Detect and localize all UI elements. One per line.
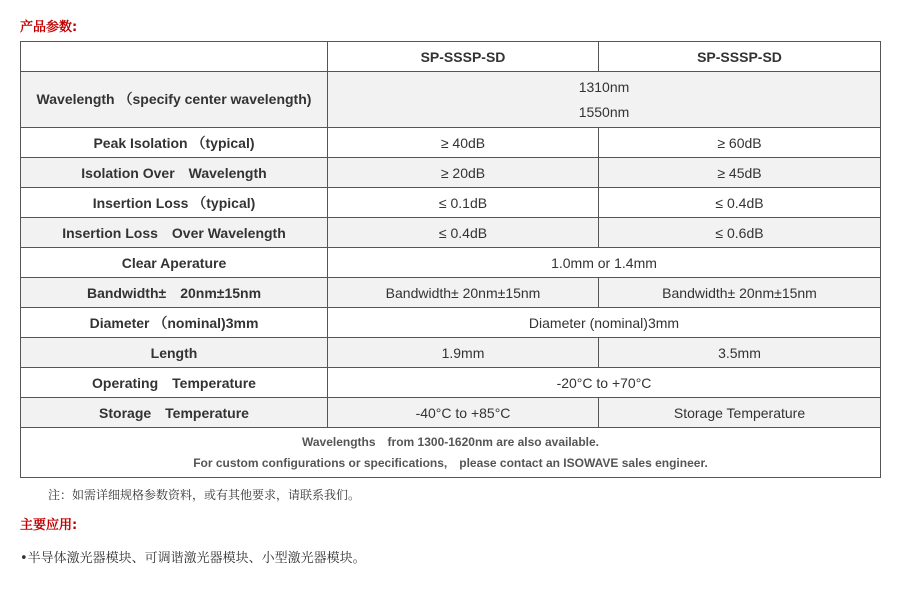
row-label: Wavelength （specify center wavelength) xyxy=(21,72,328,128)
wavelength-value-2: 1550nm xyxy=(578,103,630,120)
row-value-col1: Bandwidth± 20nm±15nm xyxy=(328,278,599,308)
table-row-isolation-over xyxy=(21,158,881,188)
row-value xyxy=(328,72,881,128)
footnote: 注：如需详细规格参数资料，或有其他要求，请联系我们。 xyxy=(48,488,361,502)
row-label: Clear Aperature xyxy=(21,248,328,278)
table-row-length xyxy=(21,338,881,368)
row-value-col2: 3.5mm xyxy=(599,338,881,368)
row-value-col1: ≥ 20dB xyxy=(328,158,599,188)
row-value-col2: ≤ 0.4dB xyxy=(599,188,881,218)
row-value-col1: ≤ 0.1dB xyxy=(328,188,599,218)
note-line-2: For custom configurations or specifications, please contact an ISOWAVE sales engineer. xyxy=(193,455,708,470)
row-label: Operating Temperature xyxy=(21,368,328,398)
section-title-params: 产品参数: xyxy=(20,20,78,35)
spec-table xyxy=(20,41,881,478)
table-row-diameter xyxy=(21,308,881,338)
section-title-applications: 主要应用: xyxy=(20,518,78,533)
row-label: Insertion Loss （typical) xyxy=(21,188,328,218)
row-label: Length xyxy=(21,338,328,368)
row-label: Diameter （nominal)3mm xyxy=(21,308,328,338)
row-value-col1: 1.9mm xyxy=(328,338,599,368)
row-value-col2: ≥ 60dB xyxy=(599,128,881,158)
row-value-col2: ≥ 45dB xyxy=(599,158,881,188)
note-line-1: Wavelengths from 1300-1620nm are also available. xyxy=(301,434,600,449)
row-label: Isolation Over Wavelength xyxy=(21,158,328,188)
table-row-insertion-loss-over xyxy=(21,218,881,248)
table-row-clear-aperature xyxy=(21,248,881,278)
table-row-storage-temp xyxy=(21,398,881,428)
table-note-row xyxy=(21,428,881,478)
table-header-row xyxy=(21,42,881,72)
table-row-peak-isolation xyxy=(21,128,881,158)
table-note xyxy=(21,428,881,478)
table-row-operating-temp xyxy=(21,368,881,398)
row-label: Peak Isolation （typical) xyxy=(21,128,328,158)
row-value-col1: -40°C to +85°C xyxy=(328,398,599,428)
row-label: Insertion Loss Over Wavelength xyxy=(21,218,328,248)
row-value: 1.0mm or 1.4mm xyxy=(328,248,881,278)
table-row-bandwidth xyxy=(21,278,881,308)
applications-bullet: •半导体激光器模块、可调谐激光器模块、小型激光器模块。 xyxy=(20,551,366,566)
row-label: Storage Temperature xyxy=(21,398,328,428)
row-value-col2: Storage Temperature xyxy=(599,398,881,428)
row-value: Diameter (nominal)3mm xyxy=(328,308,881,338)
row-value-col2: ≤ 0.6dB xyxy=(599,218,881,248)
row-label: Bandwidth± 20nm±15nm xyxy=(21,278,328,308)
table-row-wavelength xyxy=(21,72,881,128)
table-row-insertion-loss xyxy=(21,188,881,218)
row-value-col2: Bandwidth± 20nm±15nm xyxy=(599,278,881,308)
row-value-col1: ≤ 0.4dB xyxy=(328,218,599,248)
header-cell-empty xyxy=(21,42,328,72)
row-value-col1: ≥ 40dB xyxy=(328,128,599,158)
header-cell-model-2: SP-SSSP-SD xyxy=(599,42,881,72)
header-cell-model-1: SP-SSSP-SD xyxy=(328,42,599,72)
row-value: -20°C to +70°C xyxy=(328,368,881,398)
wavelength-value-1: 1310nm xyxy=(578,78,630,95)
